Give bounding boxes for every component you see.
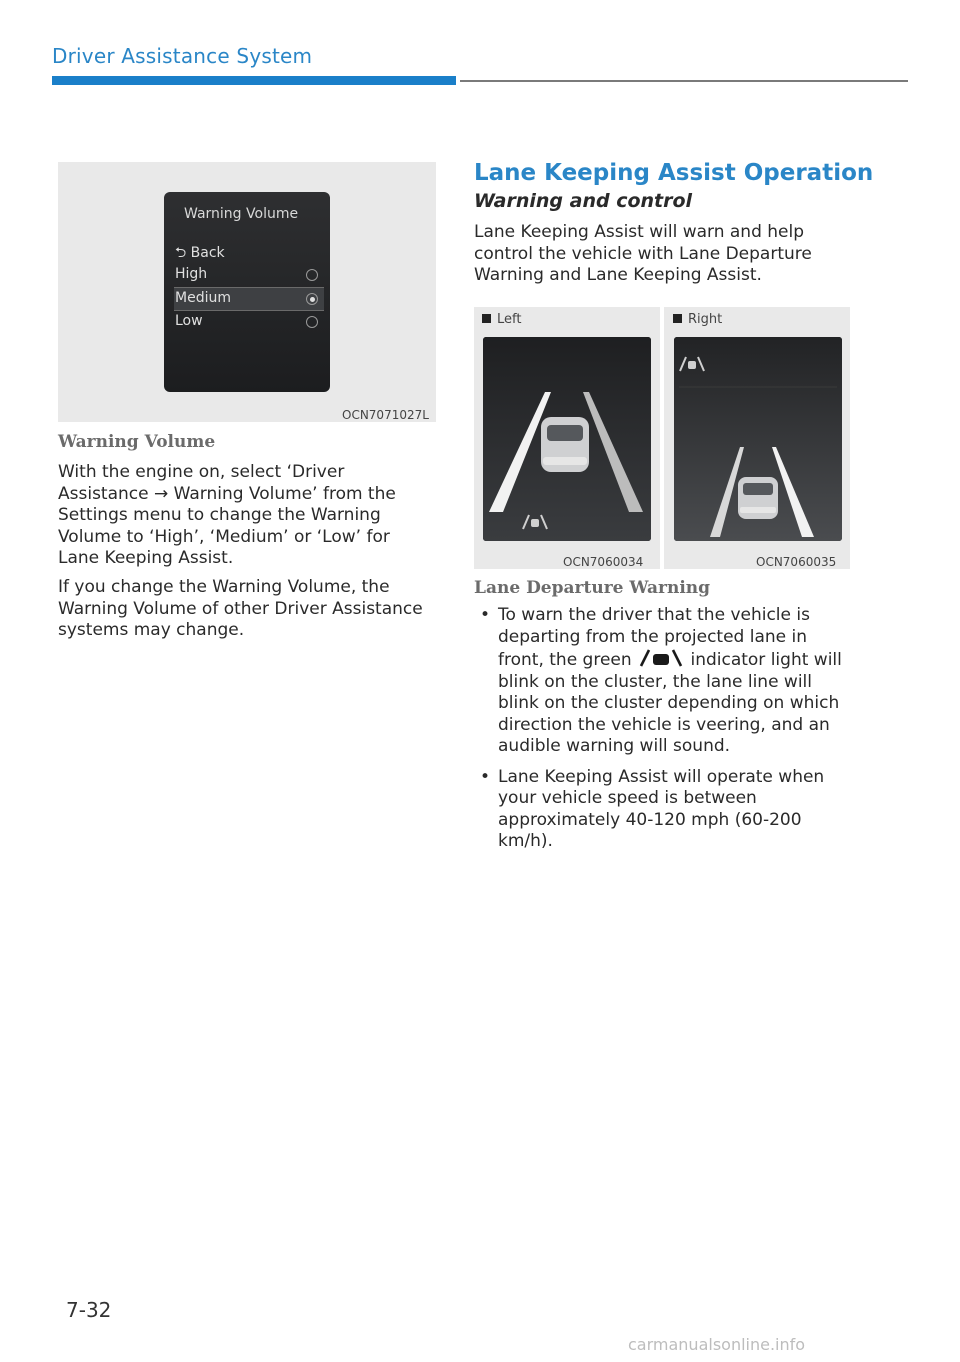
right-cluster-display: [674, 337, 842, 541]
lane-scene-left: [483, 337, 651, 541]
left-label: Left: [482, 312, 521, 327]
warning-control-subtitle: Warning and control: [474, 190, 693, 212]
menu-item-medium: [174, 287, 324, 311]
lane-scene-right: [674, 337, 842, 541]
figure-code: OCN7071027L: [342, 408, 429, 422]
menu-item-back: [174, 240, 324, 262]
figure-code-left: OCN7060034: [563, 555, 644, 569]
watermark: carmanualsonline.info: [628, 1335, 806, 1354]
list-item: • To warn the driver that the vehicle is departing from the projected lane in front, the green indicator light will blink on the cluster, the lane line will blink on the cluster depending on which direction the vehicle is veering, and an audible warning will sound.: [480, 605, 842, 756]
menu-item-label: Back: [190, 245, 225, 261]
lane-keeping-indicator-icon: [637, 648, 685, 668]
menu-item-label: Medium: [175, 290, 231, 306]
lane-departure-heading: Lane Departure Warning: [474, 578, 711, 598]
warning-volume-para-2: If you change the Warning Volume, the Warning Volume of other Driver Assistance systems may change.: [58, 577, 423, 640]
menu-item-label: Low: [175, 313, 203, 329]
screen-title: Warning Volume: [184, 206, 299, 222]
square-bullet-icon: [673, 314, 682, 323]
warning-volume-heading: Warning Volume: [58, 432, 216, 452]
lka-intro: Lane Keeping Assist will warn and help control the vehicle with Lane Departure Warning and Lane Keeping Assist.: [474, 222, 812, 285]
radio-icon: [306, 316, 318, 328]
header-rule-accent: [52, 76, 456, 85]
left-cluster-display: [483, 337, 651, 541]
menu-item-high: [174, 264, 324, 286]
menu-item-label: High: [175, 266, 208, 282]
right-label: Right: [673, 312, 722, 327]
lka-operation-title: Lane Keeping Assist Operation: [474, 160, 874, 186]
car-icon: [738, 477, 778, 519]
warning-volume-para-1: With the engine on, select ‘Driver Assistance → Warning Volume’ from the Settings menu to change the Warning Volume to ‘High’, ‘Medium’ or ‘Low’ for Lane Keeping Assist.: [58, 462, 396, 568]
car-icon: [541, 417, 589, 472]
radio-selected-icon: [306, 293, 318, 305]
page-number: 7-32: [66, 1298, 112, 1322]
figure-code-right: OCN7060035: [756, 555, 837, 569]
list-item: • Lane Keeping Assist will operate when your vehicle speed is between approximately 40-120 mph (60-200 km/h).: [480, 766, 825, 851]
radio-icon: [306, 269, 318, 281]
section-title: Driver Assistance System: [52, 44, 313, 68]
ldw-bullet-list: [474, 605, 854, 862]
header-rule: [460, 80, 908, 82]
back-arrow-icon: ⮌: [175, 245, 187, 261]
cluster-settings-screen: [164, 192, 330, 392]
menu-item-low: [174, 311, 324, 333]
square-bullet-icon: [482, 314, 491, 323]
